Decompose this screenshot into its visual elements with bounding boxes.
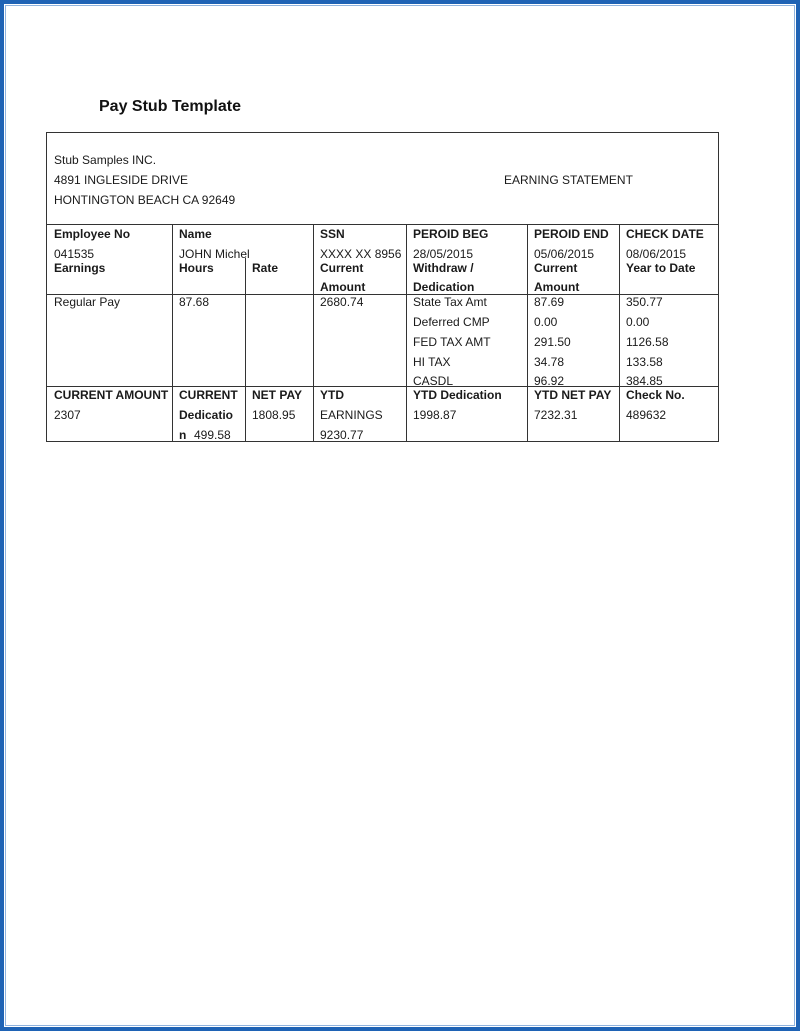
hdr-withdraw-line1: Withdraw / [413,261,474,275]
hdr-ded-current-line2: Amount [534,280,580,294]
hdr-current-amount-line2: Amount [320,280,366,294]
col-divider-5 [527,224,528,441]
page-title: Pay Stub Template [99,98,241,115]
ssn-value: XXXX XX 8956 [320,247,402,261]
net-pay-value: 1808.95 [252,408,296,422]
deduction-name: CASDL [413,374,454,388]
deduction-ytd: 0.00 [626,315,650,329]
ytd-net-pay-value: 7232.31 [534,408,578,422]
deduction-current: 291.50 [534,335,571,349]
company-name: Stub Samples INC. [54,153,157,167]
hdr-ded-current-line1: Current [534,261,578,275]
hdr-check-date: CHECK DATE [626,227,704,241]
hdr-withdraw-line2: Dedication [413,280,475,294]
col-divider-3 [313,224,314,441]
hdr-current-dedication-line1: CURRENT [179,388,238,402]
hdr-current-amount-line1: Current [320,261,364,275]
hdr-net-pay: NET PAY [252,388,303,402]
hdr-name: Name [179,227,212,241]
col-divider-4 [406,224,407,441]
hdr-ytd-dedication: YTD Dedication [413,388,502,402]
hdr-current-dedication-line2: Dedicatio [179,408,234,422]
period-beg-value: 28/05/2015 [413,247,474,261]
col-divider-6 [619,224,620,441]
hdr-ytd-net-pay: YTD NET PAY [534,388,612,402]
hours-value: 87.68 [179,295,210,309]
hdr-period-end: PEROID END [534,227,609,241]
current-dedication-value: 499.58 [194,428,231,442]
earnings-type-value: Regular Pay [54,295,121,309]
hdr-ytd: YTD [320,388,344,402]
hdr-period-beg: PEROID BEG [413,227,489,241]
col-divider-2 [245,258,246,441]
hdr-current-dedication-line3: n [179,428,187,442]
deduction-ytd: 350.77 [626,295,663,309]
deduction-name: State Tax Amt [413,295,487,309]
deduction-name: FED TAX AMT [413,335,491,349]
statement-title: EARNING STATEMENT [504,173,633,187]
employee-name-value: JOHN Michel [179,247,250,261]
deduction-ytd: 1126.58 [626,335,669,349]
deduction-current: 96.92 [534,374,565,388]
ytd-earnings-value: 9230.77 [320,428,364,442]
hdr-rate: Rate [252,261,279,275]
ytd-earnings-label: EARNINGS [320,408,383,422]
company-address-line2: HONTINGTON BEACH CA 92649 [54,193,236,207]
deduction-ytd: 133.58 [626,355,663,369]
hdr-total-current-amount: CURRENT AMOUNT [54,388,169,402]
hdr-earnings: Earnings [54,261,106,275]
deduction-name: HI TAX [413,355,451,369]
deduction-current: 34.78 [534,355,565,369]
period-end-value: 05/06/2015 [534,247,595,261]
hdr-year-to-date: Year to Date [626,261,696,275]
current-amount-value: 2680.74 [320,295,364,309]
rule-header [47,224,718,225]
hdr-employee-no: Employee No [54,227,131,241]
pay-stub-table [46,132,719,442]
company-address-line1: 4891 INGLESIDE DRIVE [54,173,189,187]
rule-earnings [47,294,718,295]
deduction-ytd: 384.85 [626,374,663,388]
deduction-name: Deferred CMP [413,315,490,329]
hdr-ssn: SSN [320,227,345,241]
hdr-hours: Hours [179,261,214,275]
col-divider-1 [172,224,173,441]
employee-no-value: 041535 [54,247,95,261]
check-no-value: 489632 [626,408,667,422]
ytd-dedication-value: 1998.87 [413,408,457,422]
check-date-value: 08/06/2015 [626,247,687,261]
deduction-current: 0.00 [534,315,558,329]
hdr-check-no: Check No. [626,388,685,402]
total-current-amount-value: 2307 [54,408,81,422]
deduction-current: 87.69 [534,295,565,309]
rule-totals [47,386,718,387]
